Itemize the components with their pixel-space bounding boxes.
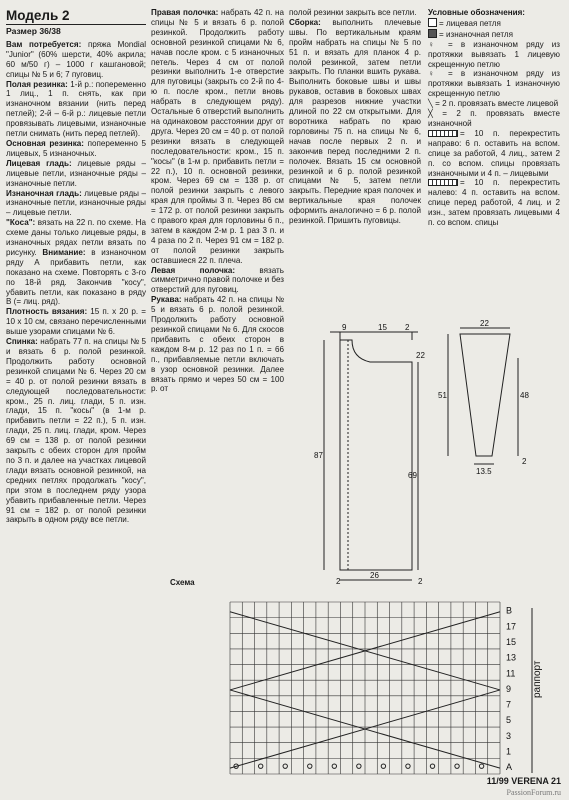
schema-row-label: 17 bbox=[506, 621, 517, 632]
column-2 bbox=[151, 8, 284, 394]
materials-para: Вам потребуется: пряжа Mondial "Junior" (60% шерсти, 40% акрила; 60 м/50 г) – 1000 г кашгановой; спицы № 5 и 6; 7 пуговиц. bbox=[6, 39, 146, 79]
crossed-purl-icon: ♀ bbox=[428, 69, 440, 79]
dim-label: 69 bbox=[408, 471, 417, 480]
dim-label: 48 bbox=[520, 391, 529, 400]
crossed-stitch-mark bbox=[479, 764, 483, 768]
schema-row-label: 11 bbox=[506, 668, 516, 679]
knit-stitch-icon bbox=[428, 18, 437, 27]
schema-row-label: 15 bbox=[506, 637, 517, 647]
crossed-stitch-mark bbox=[308, 764, 312, 768]
dim-label: 22 bbox=[416, 351, 425, 360]
schema-row-label: 9 bbox=[506, 683, 512, 694]
reverse-stockinette-para: Изнаночная гладь: лицевые ряды – изнаночные петли, изнаночные ряды – лицевые петли. bbox=[6, 188, 146, 218]
crossed-stitch-mark bbox=[381, 764, 385, 768]
schema-row-label: 3 bbox=[506, 730, 512, 741]
basic-rib-para: Основная резинка: попеременно 5 лицевых, 5 изнаночных. bbox=[6, 138, 146, 158]
dim-label: 22 bbox=[480, 319, 489, 328]
right-front-para: Правая полочка: набрать 42 п. на спицы № 5 и вязать 6 р. полой резинкой. Продолжить работу основной резинкой спицами № 6, начав после кром. с 5 изнаночных петель. Через 4 см от полой резинки выполнить 1-е отверстие для пуговицы (закрыть со 2-й по 4-ю п. после кром., петли вновь набрать в следующем ряду). Остальные 6 отверстий выполнить на одинаковом расстоянии друг от друга. Через 20 см = 40 р. от полой резинки вязать в следующей последовательности: кром., 15 п. "косы" (в 1-м р. прибавить петли = 22 п.), 10 п. основной резинки, кром. Через 69 см = 138 р. от полой резинки закрыть с левого края для проймы 3 п. Через 86 см = 172 р. от полой резинки закрыть с правого края для горловины 6 п., затем в каждом 2-м р. 1 раз 3 п. и 4 раза по 2 п. Через 91 см = 182 р. от полой резинки закрыть оставшиеся 22 п. плеча. bbox=[151, 8, 284, 265]
cable-right-icon bbox=[428, 130, 458, 137]
purl-stitch-icon bbox=[428, 29, 437, 38]
dim-label: 2 bbox=[522, 457, 527, 466]
rapport-label: раппорт bbox=[532, 660, 543, 698]
legend-title: Условные обозначения: bbox=[428, 8, 526, 17]
sleeve-diagram bbox=[430, 318, 560, 488]
dim-label: 26 bbox=[370, 571, 379, 580]
legend-item: ╲ = 2 п. провязать вместе лицевой bbox=[428, 99, 559, 109]
p2tog-icon: ╳ bbox=[428, 109, 433, 119]
dim-label: 9 bbox=[342, 323, 347, 332]
schema-row-label: 7 bbox=[506, 699, 512, 710]
schema-title: Схема bbox=[170, 578, 195, 587]
legend-item: ♀ = в изнаночном ряду из протяжки вывязать 1 изнаночную скрещенную петлю bbox=[428, 69, 560, 99]
legend-item: = 10 п. перекрестить направо: 6 п. оставить на вспом. спице за работой, 4 лиц., затем 2 п. со вспом. спицы провязать изнаночными и 4 п. – лицевыми bbox=[428, 128, 560, 178]
crossed-stitch-mark bbox=[455, 764, 459, 768]
schema-row-label: 1 bbox=[506, 746, 512, 757]
legend-column bbox=[428, 8, 560, 228]
dim-label: 13.5 bbox=[476, 467, 492, 476]
sleeves-para: Рукава: набрать 42 п. на спицы № 5 и вязать 6 р. полой резинкой. Продолжить работу основной резинкой спицами № 6. Для скосов прибавить с обеих сторон в каждом 8-м р. 12 раз по 1 п. = 66 п., прибавляемые петли включать в узор основной резинки. Далее вязать прямо и через 50 см = 100 р. от bbox=[151, 295, 284, 394]
crossed-stitch-mark bbox=[430, 764, 434, 768]
cable-left-icon bbox=[428, 179, 458, 186]
dim-label: 2 bbox=[336, 577, 341, 586]
legend-item: = изнаночная петля bbox=[428, 29, 560, 40]
legend-item: ♀ = в изнаночном ряду из протяжки вывязать 1 лицевую скрещенную петлю bbox=[428, 39, 560, 69]
dim-label: 87 bbox=[314, 451, 323, 460]
column-3 bbox=[289, 8, 421, 226]
schema-row-label: A bbox=[506, 762, 513, 773]
crossed-stitch-mark bbox=[357, 764, 361, 768]
schema-row-label: 13 bbox=[506, 652, 517, 663]
sleeve-outline bbox=[460, 334, 510, 456]
dim-label: 15 bbox=[378, 323, 387, 332]
k2tog-icon: ╲ bbox=[428, 99, 433, 109]
crossed-stitch-mark bbox=[258, 764, 262, 768]
legend-item: ╳ = 2 п. провязать вместе изнаночной bbox=[428, 109, 561, 128]
watermark: PassionForum.ru bbox=[506, 788, 561, 797]
crossed-stitch-mark bbox=[406, 764, 410, 768]
back-para: Спинка: набрать 77 п. на спицы № 5 и вязать 6 р. полой резинкой. Продолжить работу основной резинкой спицами № 6. Через 20 см = 40 р. от полой резинки вязать в следующей последовательности: кром., 25 п. лиц. глади, 5 п. изн. глади, 15 п. "косы" (в 1-м р. прибавить петли = 22 п.), 5 п. изн. глади, 25 п. лиц. глади, кром. Через 69 см = 138 р. от полой резинки закрыть с обеих сторон для пройм по 3 п. и далее на участках лицевой глади вязать основной резинкой, на средних петлях продолжать "косу", при этом в последнем ряду узора убавить прибавленные петли. Через 91 см = 182 р. от полой резинки закрыть в одном ряду все петли. bbox=[6, 337, 146, 525]
gauge-para: Плотность вязания: 15 п. х 20 р. = 10 х 10 см, связано перечисленными выше узорами спицами № 6. bbox=[6, 307, 147, 337]
crossed-knit-icon: ♀ bbox=[428, 39, 440, 49]
size-line: Размер 36/38 bbox=[6, 26, 61, 36]
crossed-stitch-mark bbox=[332, 764, 336, 768]
legend-item: = лицевая петля bbox=[428, 18, 560, 29]
schema-row-label: B bbox=[506, 605, 513, 616]
cable-schema bbox=[170, 578, 560, 788]
dim-label: 2 bbox=[418, 577, 423, 586]
assembly-para: Сборка: выполнить плечевые швы. По вертикальным краям пройм набрать на спицы № 5 по 51 п. и вязать для планок 4 р. полой резинкой, затем петли закрыть. По планки вшить рукава. Выполнить боковые швы и швы рукавов, оставив в боковых швах для разрезов нижние участки длиной по 22 см открытыми. Для воротника набрать по краю горловины 75 п. на спицы № 6, начав после первых 2 п. и закончив перед последними 2 п. полочек. Вязать 15 см основной резинкой и 6 р. полой резинкой спицами № 5, затем петли закрыть. Передние края полочек и вертикальные края полочек оформить аналогично = 6 р. полой резинкой. Пришить пуговицы. bbox=[289, 17, 421, 226]
stockinette-para: Лицевая гладь: лицевые ряды – лицевые петли, изнаночные ряды – изнаночные петли. bbox=[6, 158, 146, 188]
dim-label: 2 bbox=[405, 323, 410, 332]
continuation-para: полой резинки закрыть все петли. bbox=[289, 8, 417, 17]
schema-row-label: 5 bbox=[506, 715, 512, 726]
column-1 bbox=[6, 8, 146, 525]
crossed-stitch-mark bbox=[283, 764, 287, 768]
legend-item: = 10 п. перекрестить налево: 4 п. оставить на вспом. спице перед работой, 4 лиц. и 2 изн., затем провязать лицевыми 4 п. со вспом. спицы bbox=[428, 178, 560, 228]
front-panel-diagram bbox=[300, 318, 424, 588]
schema-grid bbox=[170, 588, 560, 788]
front-outline bbox=[340, 340, 412, 570]
page-footer: 11/99 VERENA 21 bbox=[486, 776, 561, 786]
braid-para: "Коса": вязать на 22 п. по схеме. На схеме даны только лицевые ряды, в изнаночных рядах петли вязать по рисунку. Внимание: в изнаночном ряду А прибавить петли, как показано на схеме. Повторять с 3-го по 18-й ряд. Закончив "косу", убавить петли, как показано в ряду В (= лиц. ряд). bbox=[6, 218, 147, 307]
left-front-para: Левая полочка: вязать симметрично правой полочке и без отверстий для пуговиц. bbox=[151, 265, 284, 295]
hollow-rib-para: Полая резинка: 1-й р.: попеременно 1 лиц., 1 п. снять, как при изнаночном вязании (нить перед петлей); 2-й – 6-й р.: лицевые петли провязывать лицевыми, изнаночные петли снимать (нить перед петлей). bbox=[6, 79, 146, 139]
model-title: Модель 2 bbox=[6, 8, 146, 25]
dim-label: 51 bbox=[438, 391, 447, 400]
